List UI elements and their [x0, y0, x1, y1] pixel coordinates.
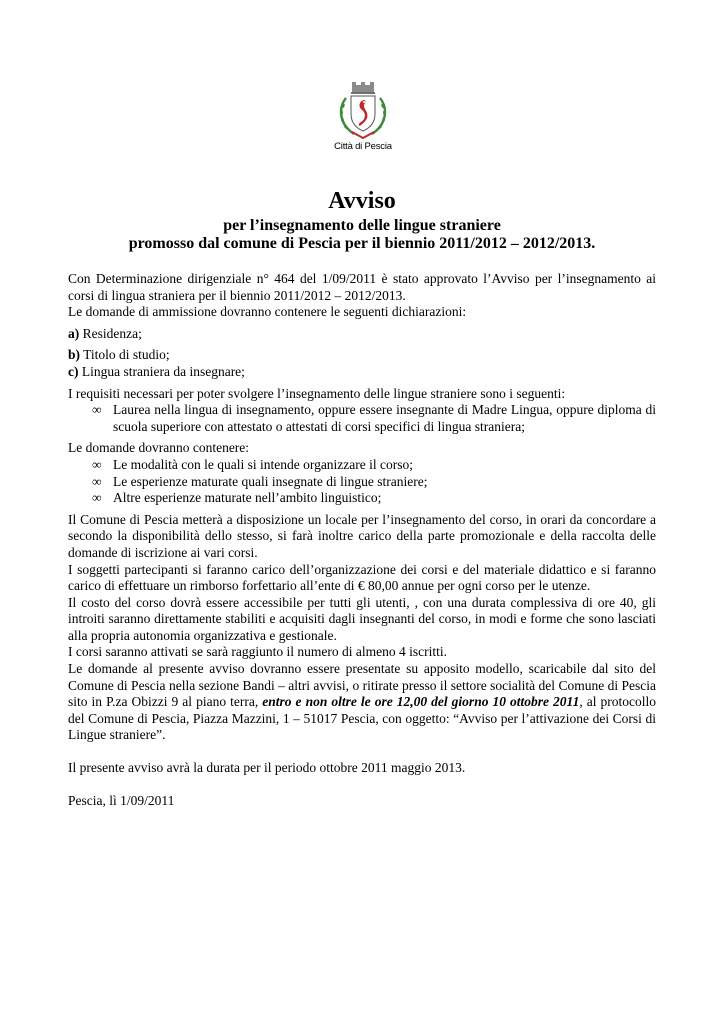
submission-paragraph — [68, 661, 656, 744]
infinity-bullet-icon: ∞ — [92, 402, 102, 418]
contents-list — [68, 457, 656, 507]
declaration-letter: b) — [68, 347, 81, 363]
coat-of-arms-icon — [334, 82, 392, 140]
infinity-bullet-icon: ∞ — [92, 490, 102, 506]
infinity-bullet-icon: ∞ — [92, 456, 102, 472]
declaration-text: Lingua straniera da insegnare; — [78, 363, 245, 379]
list-item — [92, 474, 656, 491]
signoff-date: Pescia, lì 1/09/2011 — [68, 792, 175, 808]
declaration-letter: c) — [68, 363, 79, 379]
intro-paragraph: Con Determinazione dirigenziale n° 464 del 1/09/2011 è stato approvato l’Avviso per l’insegnamento ai corsi di lingua straniera per il biennio 2011/2012 – 2012/2013. — [68, 271, 656, 303]
requirements-intro: I requisiti necessari per poter svolgere l’insegnamento delle lingue straniere sono i seguenti: — [68, 385, 566, 401]
document-subtitle-line1: per l’insegnamento delle lingue straniere — [223, 217, 501, 234]
duration-paragraph: Il presente avviso avrà la durata per il periodo ottobre 2011 maggio 2013. — [68, 760, 466, 776]
document-body — [68, 271, 656, 809]
declarations-intro: Le domande di ammissione dovranno contenere le seguenti dichiarazioni: — [68, 304, 467, 320]
cost-paragraph: Il costo del corso dovrà essere accessibile per tutti gli utenti, , con una durata complessiva di ore 40, gli introiti saranno direttamente stabiliti e acquisiti dagli insegnanti del corso, in modi e forme che sono lasciati alla propria autonomia organizzativa e gestionale. — [68, 594, 656, 643]
requirement-text: Laurea nella lingua di insegnamento, oppure essere insegnante di Madre Lingua, oppure diploma di scuola superiore con attestato o attestati di corsi specifici di lingua straniera; — [113, 402, 656, 434]
document-subtitle-line2: promosso dal comune di Pescia per il biennio 2011/2012 – 2012/2013. — [128, 235, 596, 252]
list-item — [92, 402, 656, 435]
activation-paragraph: I corsi saranno attivati se sarà raggiunto il numero di almeno 4 iscritti. — [68, 644, 448, 660]
logo-caption: Città di Pescia — [334, 141, 392, 152]
content-text: Altre esperienze maturate nell’ambito linguistico; — [113, 490, 382, 506]
municipal-logo — [328, 82, 398, 152]
declaration-item — [68, 326, 656, 343]
submission-text: Le domande al presente avviso dovranno essere presentate su apposito modello, scaricabile dal sito del Comune di Pescia nella sezione Bandi – altri avvisi, o ritirate presso il settore socialità del Comune di Pescia sito in P.za Obizzi 9 al piano terra, — [68, 661, 656, 710]
contents-intro: Le domande dovranno contenere: — [68, 440, 250, 456]
participants-paragraph: I soggetti partecipanti si faranno carico dell’organizzazione dei corsi e del materiale didattico e si faranno carico di effettuare un rimborso forfettario all’ente di € 80,00 annue per ogni corso per le utenze. — [68, 561, 656, 594]
list-item — [92, 457, 656, 474]
submission-text-end: , al protocollo del Comune di Pescia, Piazza Mazzini, 1 – 51017 Pescia, con oggetto: “Avviso per l’attivazione dei Corsi di Lingue straniere”. — [68, 694, 657, 743]
venue-paragraph: Il Comune di Pescia metterà a disposizione un locale per l’insegnamento del corso, in orari da concordare a secondo la disponibilità dello stesso, si farà inoltre carico della parte promozionale e della raccolta delle domande di iscrizione ai vari corsi. — [68, 511, 656, 560]
submission-deadline: entro e non oltre le ore 12,00 del giorno 10 ottobre 2011 — [262, 694, 580, 710]
declaration-item — [68, 347, 656, 364]
infinity-bullet-icon: ∞ — [92, 473, 102, 489]
declaration-item — [68, 364, 656, 381]
document-title: Avviso — [328, 188, 396, 214]
declaration-text: Residenza; — [79, 325, 142, 341]
list-item — [92, 490, 656, 507]
content-text: Le modalità con le quali si intende organizzare il corso; — [113, 456, 414, 472]
declaration-letter: a) — [68, 325, 80, 341]
declaration-text: Titolo di studio; — [80, 347, 170, 363]
requirements-list — [68, 402, 656, 435]
content-text: Le esperienze maturate quali insegnate di lingue straniere; — [113, 473, 428, 489]
